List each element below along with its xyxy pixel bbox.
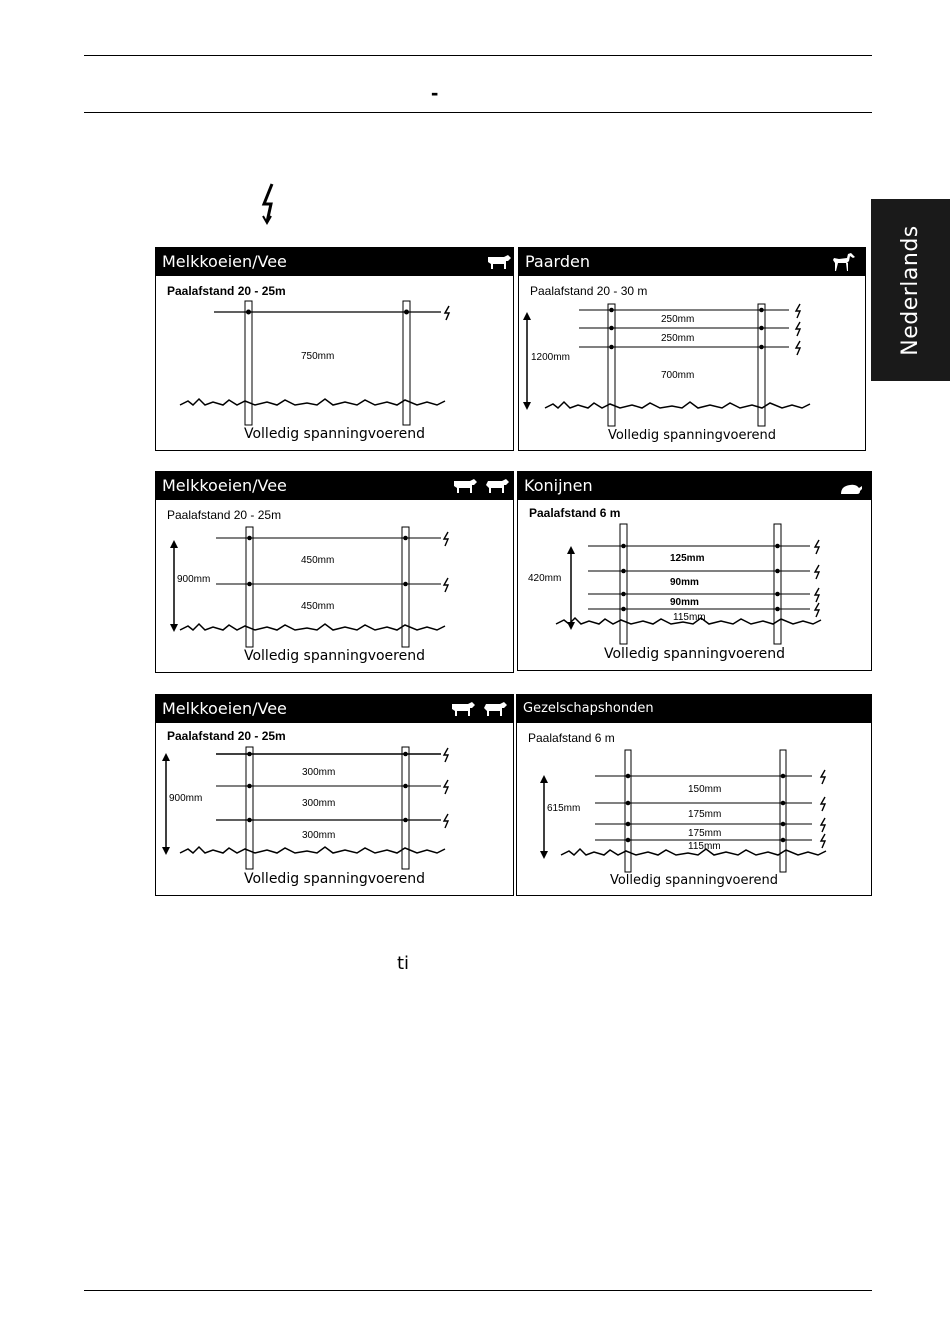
panel-dogs — [516, 694, 872, 896]
panel-footer: Volledig spanningvoerend — [607, 428, 777, 443]
wire-label: 300mm — [302, 830, 336, 841]
panel-title: Melkkoeien/Vee — [156, 472, 513, 500]
wire-label: 300mm — [302, 767, 336, 778]
wire-label: 450mm — [301, 601, 335, 612]
panel-footer: Volledig spanningvoerend — [243, 871, 425, 887]
panel-title: Gezelschapshonden — [517, 695, 871, 723]
footer-rule — [84, 1290, 872, 1291]
panel-title: Paarden — [519, 248, 865, 276]
header-dash: - — [431, 80, 439, 105]
wire-label: 700mm — [661, 370, 695, 381]
post-spacing-label: Paalafstand 6 m — [528, 731, 615, 745]
panel-cattle-1-wire — [155, 247, 514, 451]
post-spacing-label: Paalafstand 20 - 25m — [167, 284, 286, 298]
panel-footer: Volledig spanningvoerend — [609, 873, 779, 888]
fence-diagram — [519, 248, 865, 450]
height-label: 420mm — [528, 573, 562, 584]
wire-label: 115mm — [673, 612, 706, 623]
fence-diagram — [156, 248, 513, 450]
stray-text: ti — [397, 953, 410, 974]
wire-label: 175mm — [688, 828, 722, 839]
wire-label: 250mm — [661, 333, 695, 344]
wire-label: 115mm — [688, 841, 721, 852]
language-tab[interactable] — [871, 199, 950, 381]
fence-diagram — [517, 695, 871, 895]
panel-title: Melkkoeien/Vee — [156, 695, 513, 723]
lightning-bolt-icon — [260, 182, 280, 226]
panel-cattle-2-wire — [155, 471, 514, 673]
fence-diagram — [156, 695, 513, 895]
post-spacing-label: Paalafstand 20 - 25m — [167, 729, 286, 743]
post-spacing-label: Paalafstand 20 - 30 m — [530, 284, 648, 298]
header-top-rule — [84, 55, 872, 56]
wire-label: 175mm — [688, 809, 722, 820]
language-tab-label: Nederlands — [898, 224, 924, 356]
panel-rabbits — [517, 471, 872, 671]
height-label: 900mm — [169, 793, 203, 804]
wire-label: 150mm — [688, 784, 722, 795]
panel-title: Melkkoeien/Vee — [156, 248, 513, 276]
header-bottom-rule — [84, 112, 872, 113]
panel-horses — [518, 247, 866, 451]
panel-title: Konijnen — [518, 472, 871, 500]
post-spacing-label: Paalafstand 20 - 25m — [167, 508, 282, 522]
panel-footer: Volledig spanningvoerend — [603, 646, 785, 662]
wire-label: 90mm — [670, 597, 699, 608]
wire-label: 750mm — [301, 351, 335, 362]
wire-label: 125mm — [670, 553, 705, 564]
wire-label: 450mm — [301, 555, 335, 566]
height-label: 615mm — [547, 803, 581, 814]
panel-footer: Volledig spanningvoerend — [243, 648, 425, 664]
panel-footer: Volledig spanningvoerend — [243, 426, 425, 442]
wire-label: 250mm — [661, 314, 695, 325]
fence-diagram — [156, 472, 513, 672]
post-spacing-label: Paalafstand 6 m — [529, 506, 621, 520]
height-label: 1200mm — [531, 352, 570, 363]
wire-label: 90mm — [670, 577, 699, 588]
height-label: 900mm — [177, 574, 211, 585]
wire-label: 300mm — [302, 798, 336, 809]
panel-cattle-3-wire — [155, 694, 514, 896]
fence-diagram — [518, 472, 871, 670]
